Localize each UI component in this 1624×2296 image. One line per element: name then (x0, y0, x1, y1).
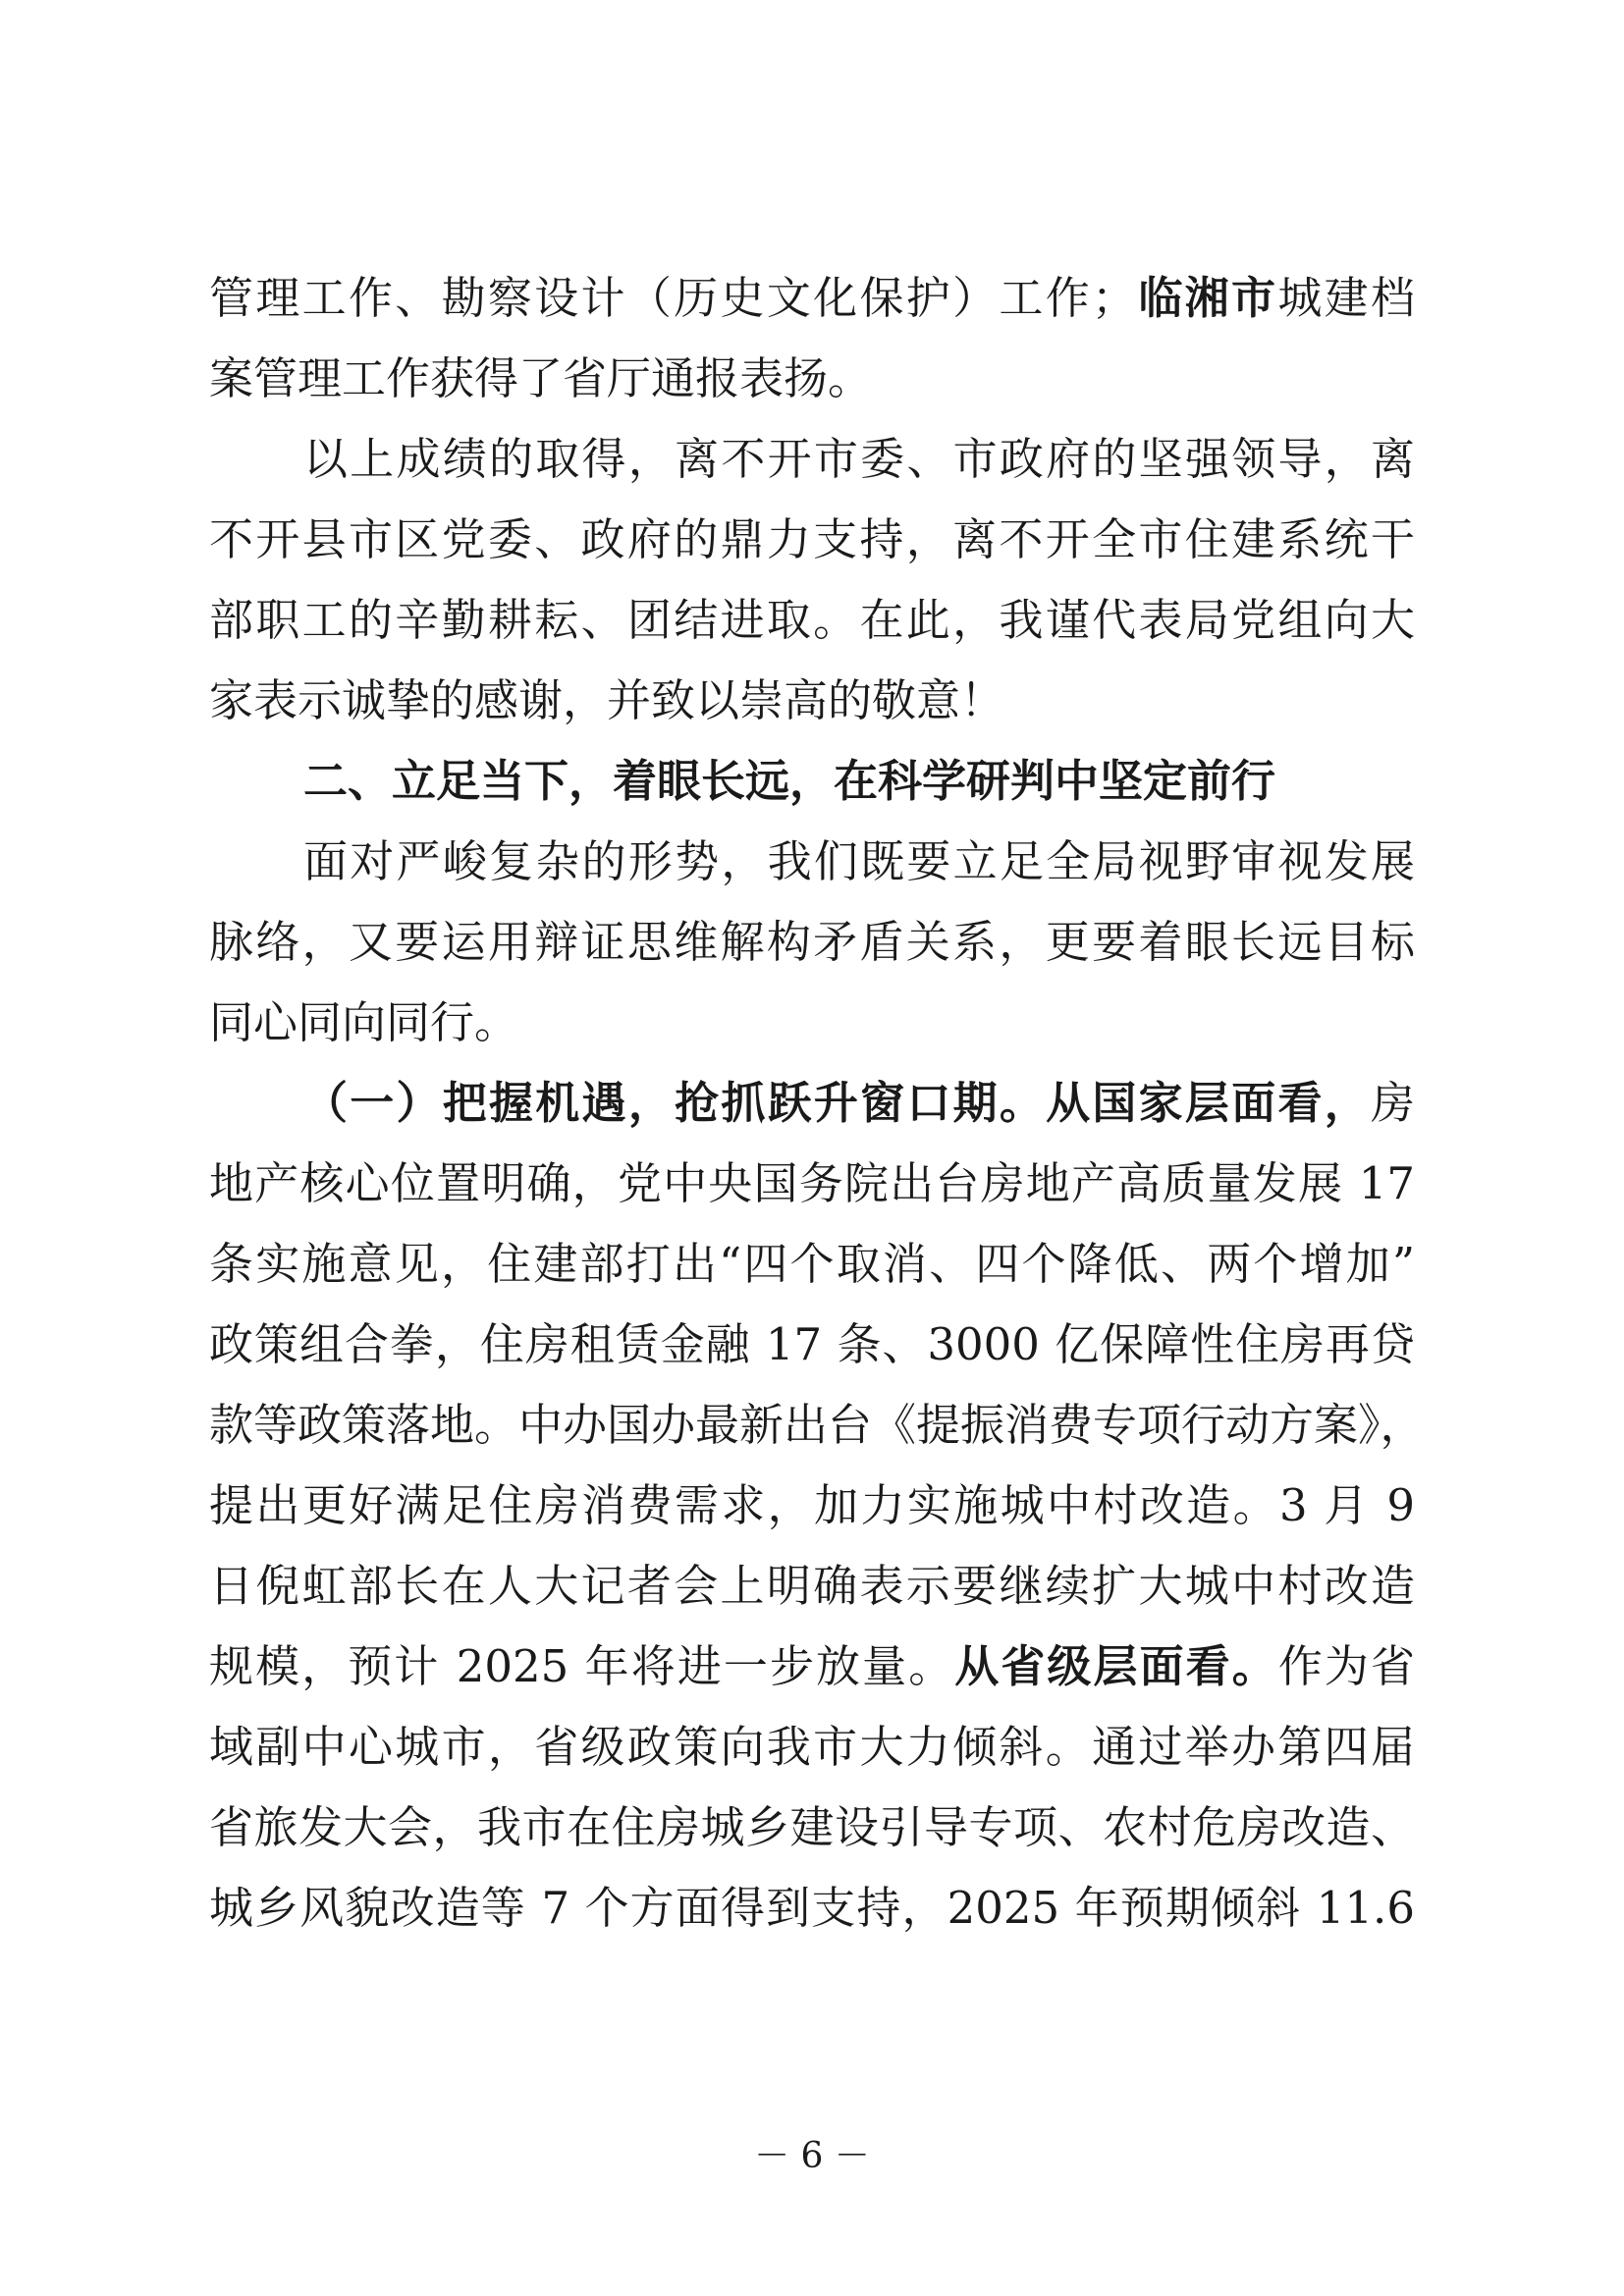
paragraph-line: 域副中心城市，省级政策向我市大力倾斜。通过举办第四届 (209, 1721, 1415, 1773)
paragraph-line: 日倪虹部长在人大记者会上明确表示要继续扩大城中村改造 (209, 1560, 1415, 1612)
paragraph-line: 条实施意见，住建部打出“四个取消、四个降低、两个增加” (209, 1238, 1415, 1290)
paragraph-line (209, 258, 1415, 339)
body-text (209, 258, 1425, 1949)
paragraph-line: 家表示诚挚的感谢，并致以崇高的敬意！ (209, 674, 1005, 726)
page-number: － 6 － (754, 2136, 870, 2176)
text-run: 房 (1370, 1077, 1415, 1129)
paragraph-line: 不开县市区党委、政府的鼎力支持，离不开全市住建系统干 (209, 513, 1415, 565)
bold-text-run: 从省级层面看。 (954, 1640, 1278, 1692)
paragraph-line: 款等政策落地。中办国办最新出台《提振消费专项行动方案》， (209, 1399, 1425, 1451)
text-run: 规模，预计 2025 年将进一步放量。 (209, 1640, 955, 1692)
bold-text-run: 临湘市 (1136, 272, 1278, 324)
paragraph-line (209, 1627, 1415, 1707)
paragraph-line: 地产核心位置明确，党中央国务院出台房地产高质量发展 17 (209, 1157, 1415, 1209)
paragraph-line: 案管理工作获得了省厅通报表扬。 (209, 352, 873, 404)
paragraph-line: 政策组合拳，住房租赁金融 17 条、3000 亿保障性住房再贷 (209, 1318, 1415, 1370)
section-heading: 二、立足当下，着眼长远，在科学研判中坚定前行 (303, 755, 1276, 807)
paragraph-line: 以上成绩的取得，离不开市委、市政府的坚强领导，离 (303, 433, 1415, 485)
paragraph-line: 面对严峻复杂的形势，我们既要立足全局视野审视发展 (303, 835, 1415, 887)
paragraph-line (209, 1063, 1415, 1144)
paragraph-line: 城乡风貌改造等 7 个方面得到支持，2025 年预期倾斜 11.6 (209, 1882, 1415, 1934)
paragraph-line: 同心同向同行。 (209, 996, 519, 1048)
text-run: 作为省 (1277, 1640, 1415, 1692)
paragraph-line: 脉络，又要运用辩证思维解构矛盾关系，更要着眼长远目标 (209, 916, 1415, 968)
text-run: 管理工作、勘察设计（历史文化保护）工作； (209, 272, 1137, 324)
paragraph-line: 部职工的辛勤耕耘、团结进取。在此，我谨代表局党组向大 (209, 594, 1415, 646)
text-run: 城建档 (1277, 272, 1415, 324)
paragraph-line: 提出更好满足住房消费需求，加力实施城中村改造。3 月 9 (209, 1479, 1415, 1531)
paragraph-line: 省旅发大会，我市在住房城乡建设引导专项、农村危房改造、 (209, 1801, 1415, 1853)
bold-text-run: （一）把握机遇，抢抓跃升窗口期。从国家层面看， (303, 1077, 1371, 1129)
